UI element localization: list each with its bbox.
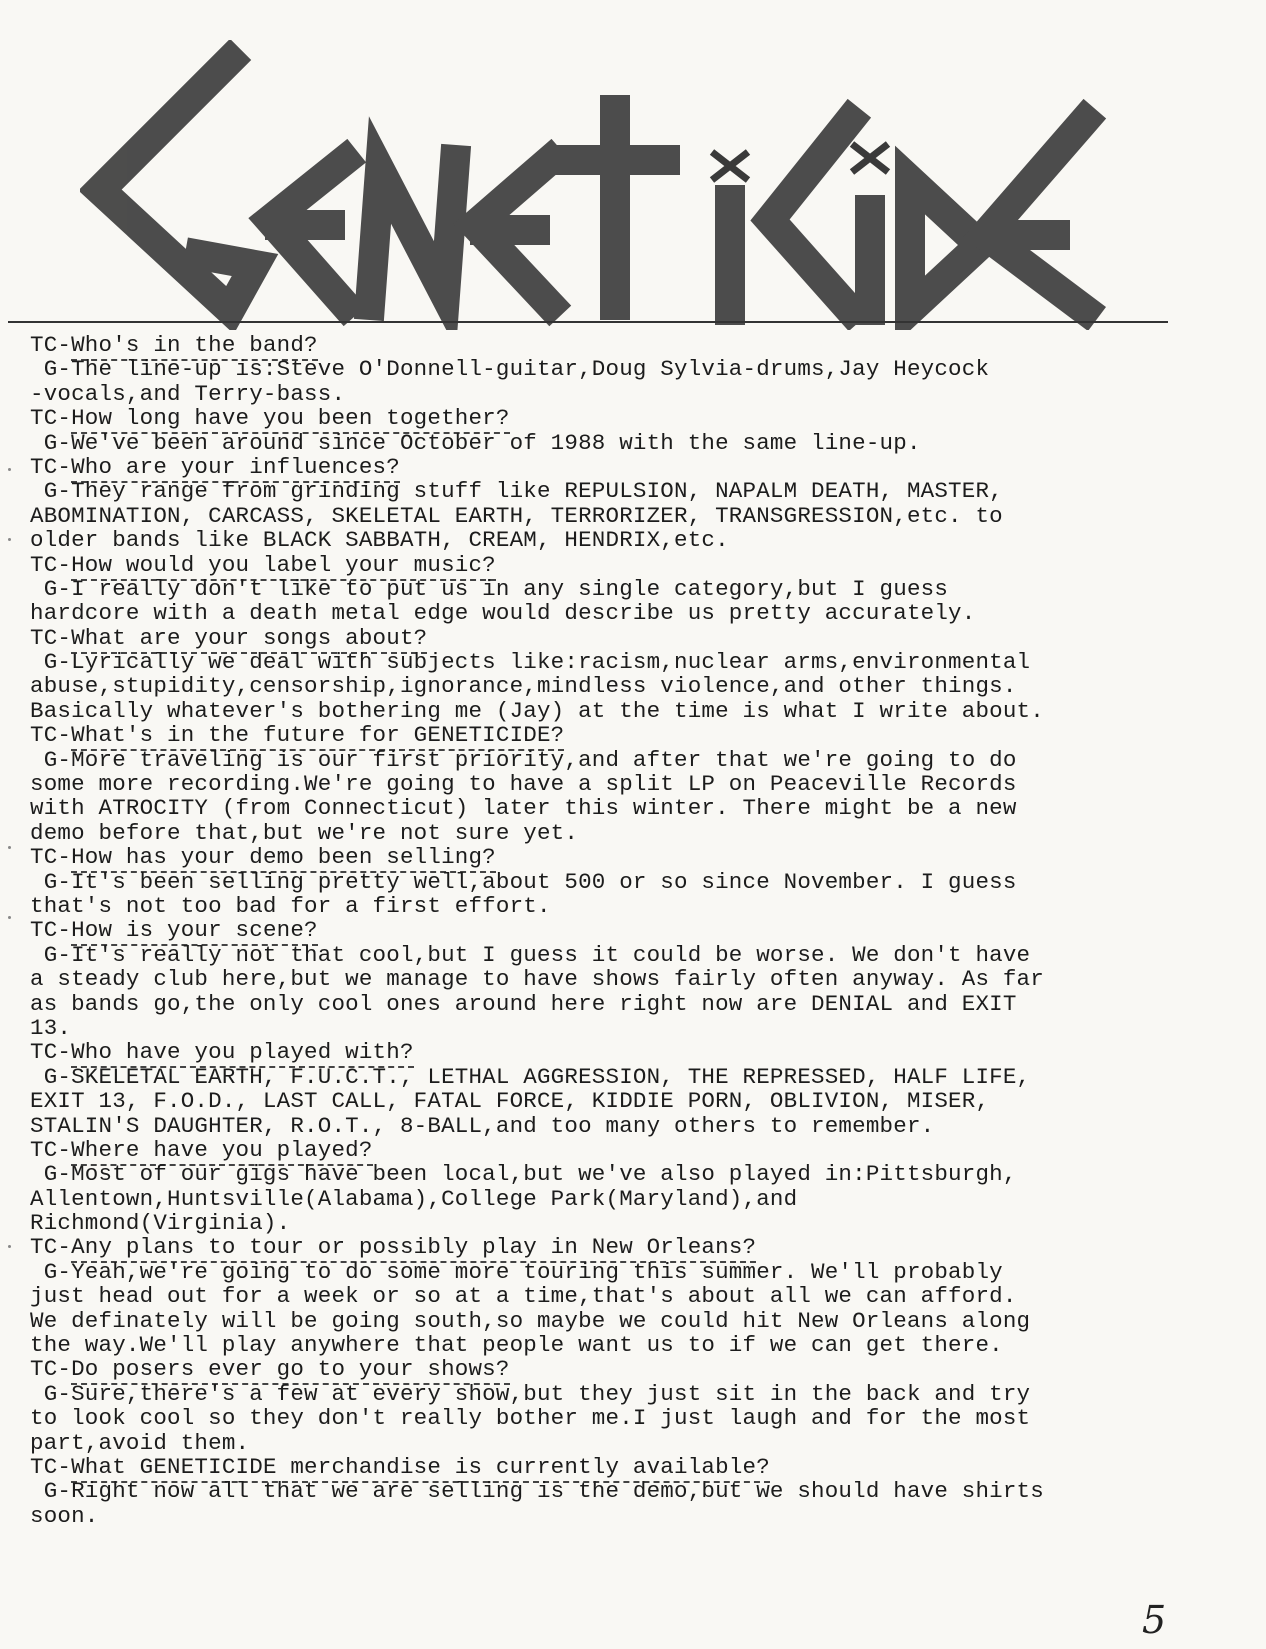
question-line [30,626,1170,650]
answer-line: as bands go,the only cool ones around here right now are DENIAL and EXIT [30,990,1017,1017]
answer-line: demo before that,but we're not sure yet. [30,819,579,846]
question-line [30,553,1170,577]
question-text: Any plans to tour or possibly play in New Orleans? [71,1234,756,1263]
question-line [30,1138,1170,1162]
interviewer-prefix: TC- [30,332,72,358]
question-line [30,723,1170,747]
punch-mark [8,846,11,849]
question-text: Do posers ever go to your shows? [71,1356,509,1385]
interviewer-prefix: TC- [30,624,72,651]
answer-line: Basically whatever's bothering me (Jay) at the time is what I write about. [30,697,1044,724]
answer-line: G-We've been around since October of 1988 with the same line-up. [30,429,921,456]
interviewer-prefix: TC- [30,1039,72,1066]
answer-line: some more recording.We're going to have a split LP on Peaceville Records [30,771,1017,798]
question-text: How has your demo been selling? [71,844,496,873]
geneticide-logo [80,40,1130,330]
question-text: What's in the future for GENETICIDE? [71,722,564,751]
question-line [30,1455,1170,1479]
answer-line: EXIT 13, F.O.D., LAST CALL, FATAL FORCE, KIDDIE PORN, OBLIVION, MISER, [30,1088,990,1115]
answer-line: the way.We'll play anywhere that people want us to if we can get there. [30,1332,1003,1359]
page-number: 5 [1142,1598,1167,1642]
interviewer-prefix: TC- [30,917,72,944]
answer-line: G-It's really not that cool,but I guess it could be worse. We don't have [30,941,1031,968]
punch-mark [8,916,11,919]
answer-line: part,avoid them. [30,1429,250,1456]
interviewer-prefix: TC- [30,1234,72,1261]
answer-line: just head out for a week or so at a time,that's about all we can afford. [30,1283,1017,1310]
answer-line: G-More traveling is our first priority,and after that we're going to do [30,746,1017,773]
question-line [30,1235,1170,1259]
answer-line: that's not too bad for a first effort. [30,892,551,919]
interview-text [30,333,1170,1528]
answer-line: Allentown,Huntsville(Alabama),College Park(Maryland),and [30,1185,798,1212]
answer-line: G-Yeah,we're going to do some more touring this summer. We'll probably [30,1258,1003,1285]
question-text: What are your songs about? [71,625,427,654]
punch-mark [8,468,11,471]
punch-mark [8,538,11,541]
question-line [30,333,1170,357]
answer-line: to look cool so they don't really bother me.I just laugh and for the most [30,1405,1031,1432]
question-text: How long have you been together? [71,405,509,434]
answer-line: older bands like BLACK SABBATH, CREAM, HENDRIX,etc. [30,527,729,554]
answer-line: ABOMINATION, CARCASS, SKELETAL EARTH, TERRORIZER, TRANSGRESSION,etc. to [30,502,1003,529]
question-text: Who are your influences? [71,454,400,483]
question-text: How would you label your music? [71,552,496,581]
question-text: Where have you played? [71,1137,372,1166]
interviewer-prefix: TC- [30,405,72,432]
answer-line: G-SKELETAL EARTH, F.U.C.T., LETHAL AGGRESSION, THE REPRESSED, HALF LIFE, [30,1063,1031,1090]
answer-line: G-Most of our gigs have been local,but we've also played in:Pittsburgh, [30,1161,1017,1188]
answer-line: hardcore with a death metal edge would describe us pretty accurately. [30,600,976,627]
interviewer-prefix: TC- [30,453,72,480]
question-line [30,406,1170,430]
answer-line: G-It's been selling pretty well,about 500 or so since November. I guess [30,868,1017,895]
question-text: Who's in the band? [71,332,318,361]
question-line [30,1040,1170,1064]
answer-line: a steady club here,but we manage to have shows fairly often anyway. As far [30,966,1044,993]
interviewer-prefix: TC- [30,551,72,578]
answer-line: with ATROCITY (from Connecticut) later this winter. There might be a new [30,795,1017,822]
answer-line: G-They range from grinding stuff like REPULSION, NAPALM DEATH, MASTER, [30,478,1003,505]
answer-line: We definately will be going south,so maybe we could hit New Orleans along [30,1307,1031,1334]
logo-underline [8,321,1168,323]
question-text: How is your scene? [71,917,318,946]
answer-line: 13. [30,1014,72,1041]
question-line [30,918,1170,942]
interviewer-prefix: TC- [30,1356,72,1383]
answer-line: G-Right now all that we are selling is the demo,but we should have shirts [30,1478,1044,1505]
answer-line: STALIN'S DAUGHTER, R.O.T., 8-BALL,and too many others to remember. [30,1112,935,1139]
interviewer-prefix: TC- [30,844,72,871]
question-text: Who have you played with? [71,1039,414,1068]
answer-line: G-Sure,there's a few at every show,but they just sit in the back and try [30,1380,1031,1407]
answer-line: soon. [30,1502,99,1529]
answer-line: G-I really don't like to put us in any single category,but I guess [30,575,949,602]
question-text: What GENETICIDE merchandise is currently available? [71,1454,770,1483]
answer-line: G-The line-up is:Steve O'Donnell-guitar,Doug Sylvia-drums,Jay Heycock [30,356,990,383]
interviewer-prefix: TC- [30,1453,72,1480]
answer-line: abuse,stupidity,censorship,ignorance,mindless violence,and other things. [30,673,1017,700]
interviewer-prefix: TC- [30,1136,72,1163]
question-line [30,1357,1170,1381]
punch-mark [8,1245,11,1248]
answer-line: G-Lyrically we deal with subjects like:racism,nuclear arms,environmental [30,649,1031,676]
question-line [30,455,1170,479]
interviewer-prefix: TC- [30,722,72,749]
answer-line: Richmond(Virginia). [30,1210,291,1237]
question-line [30,845,1170,869]
answer-line: -vocals,and Terry-bass. [30,380,346,407]
